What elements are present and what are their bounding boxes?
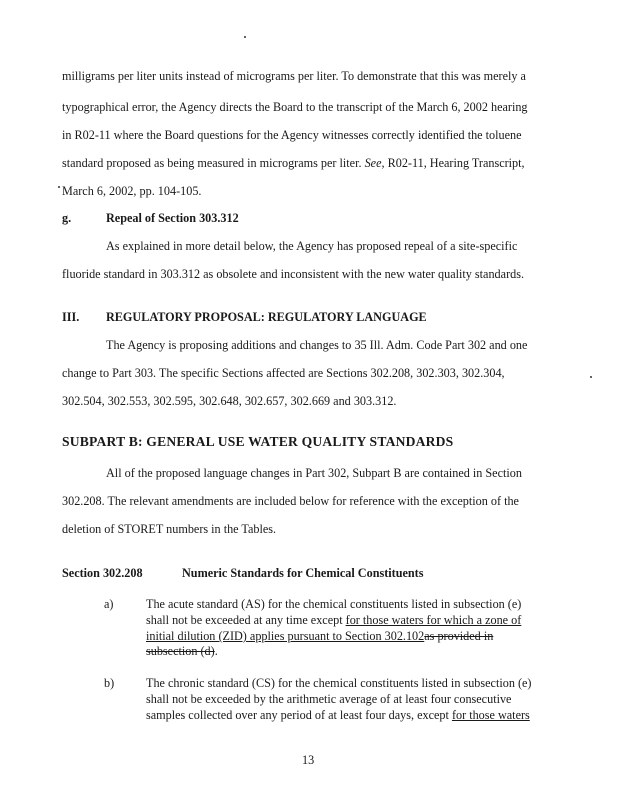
section-number: III. [62, 310, 80, 324]
body-text: samples collected over any period of at least four days, except [146, 708, 452, 722]
body-line: March 6, 2002, pp. 104-105. [62, 184, 202, 198]
section-heading: REGULATORY PROPOSAL: REGULATORY LANGUAGE [106, 310, 427, 324]
list-marker: a) [104, 597, 114, 611]
section-heading: Repeal of Section 303.312 [106, 211, 239, 225]
body-line [146, 708, 530, 722]
page-number: 13 [302, 753, 315, 767]
body-line: typographical error, the Agency directs the Board to the transcript of the March 6, 2002 hearing [62, 100, 528, 114]
body-line: change to Part 303. The specific Sections affected are Sections 302.208, 302.303, 302.304, [62, 366, 505, 380]
body-text: . [214, 644, 218, 658]
body-line: As explained in more detail below, the Agency has proposed repeal of a site-specific [106, 239, 518, 253]
body-line: milligrams per liter units instead of micrograms per liter. To demonstrate that this was merely a [62, 69, 526, 83]
list-marker: b) [104, 676, 115, 690]
body-line [62, 156, 525, 170]
inserted-text: for those waters [451, 708, 530, 722]
body-text: shall not be exceeded at any time except [146, 613, 346, 627]
body-line: deletion of STORET numbers in the Tables. [62, 522, 277, 536]
body-line [146, 644, 218, 658]
scan-speck [244, 36, 246, 38]
body-text: , R02-11, Hearing Transcript, [381, 156, 525, 170]
body-line [146, 613, 521, 627]
scan-speck [58, 186, 60, 188]
section-letter: g. [62, 211, 72, 225]
section-number: Section 302.208 [62, 566, 143, 580]
deleted-text: subsection (d) [146, 644, 215, 658]
subpart-heading: SUBPART B: GENERAL USE WATER QUALITY STANDARDS [62, 434, 454, 449]
citation-signal: See [364, 156, 382, 170]
deleted-text: as provided in [424, 629, 494, 643]
section-heading: Numeric Standards for Chemical Constituents [182, 566, 424, 580]
body-line: 302.208. The relevant amendments are included below for reference with the exception of the [62, 494, 519, 508]
body-line: The acute standard (AS) for the chemical constituents listed in subsection (e) [146, 597, 522, 611]
body-line: The Agency is proposing additions and changes to 35 Ill. Adm. Code Part 302 and one [106, 338, 528, 352]
body-line [146, 629, 493, 643]
inserted-text: initial dilution (ZID) applies pursuant to Section 302.102 [146, 629, 425, 643]
body-line: 302.504, 302.553, 302.595, 302.648, 302.657, 302.669 and 303.312. [62, 394, 397, 408]
body-text: standard proposed as being measured in micrograms per liter. [62, 156, 365, 170]
body-line: fluoride standard in 303.312 as obsolete and inconsistent with the new water quality standards. [62, 267, 525, 281]
body-line: All of the proposed language changes in Part 302, Subpart B are contained in Section [106, 466, 522, 480]
inserted-text: for those waters for which a zone of [345, 613, 522, 627]
body-line: The chronic standard (CS) for the chemical constituents listed in subsection (e) [146, 676, 532, 690]
scan-speck [590, 376, 592, 378]
body-line: in R02-11 where the Board questions for the Agency witnesses correctly identified the toluene [62, 128, 522, 142]
body-line: shall not be exceeded by the arithmetic average of at least four consecutive [146, 692, 512, 706]
